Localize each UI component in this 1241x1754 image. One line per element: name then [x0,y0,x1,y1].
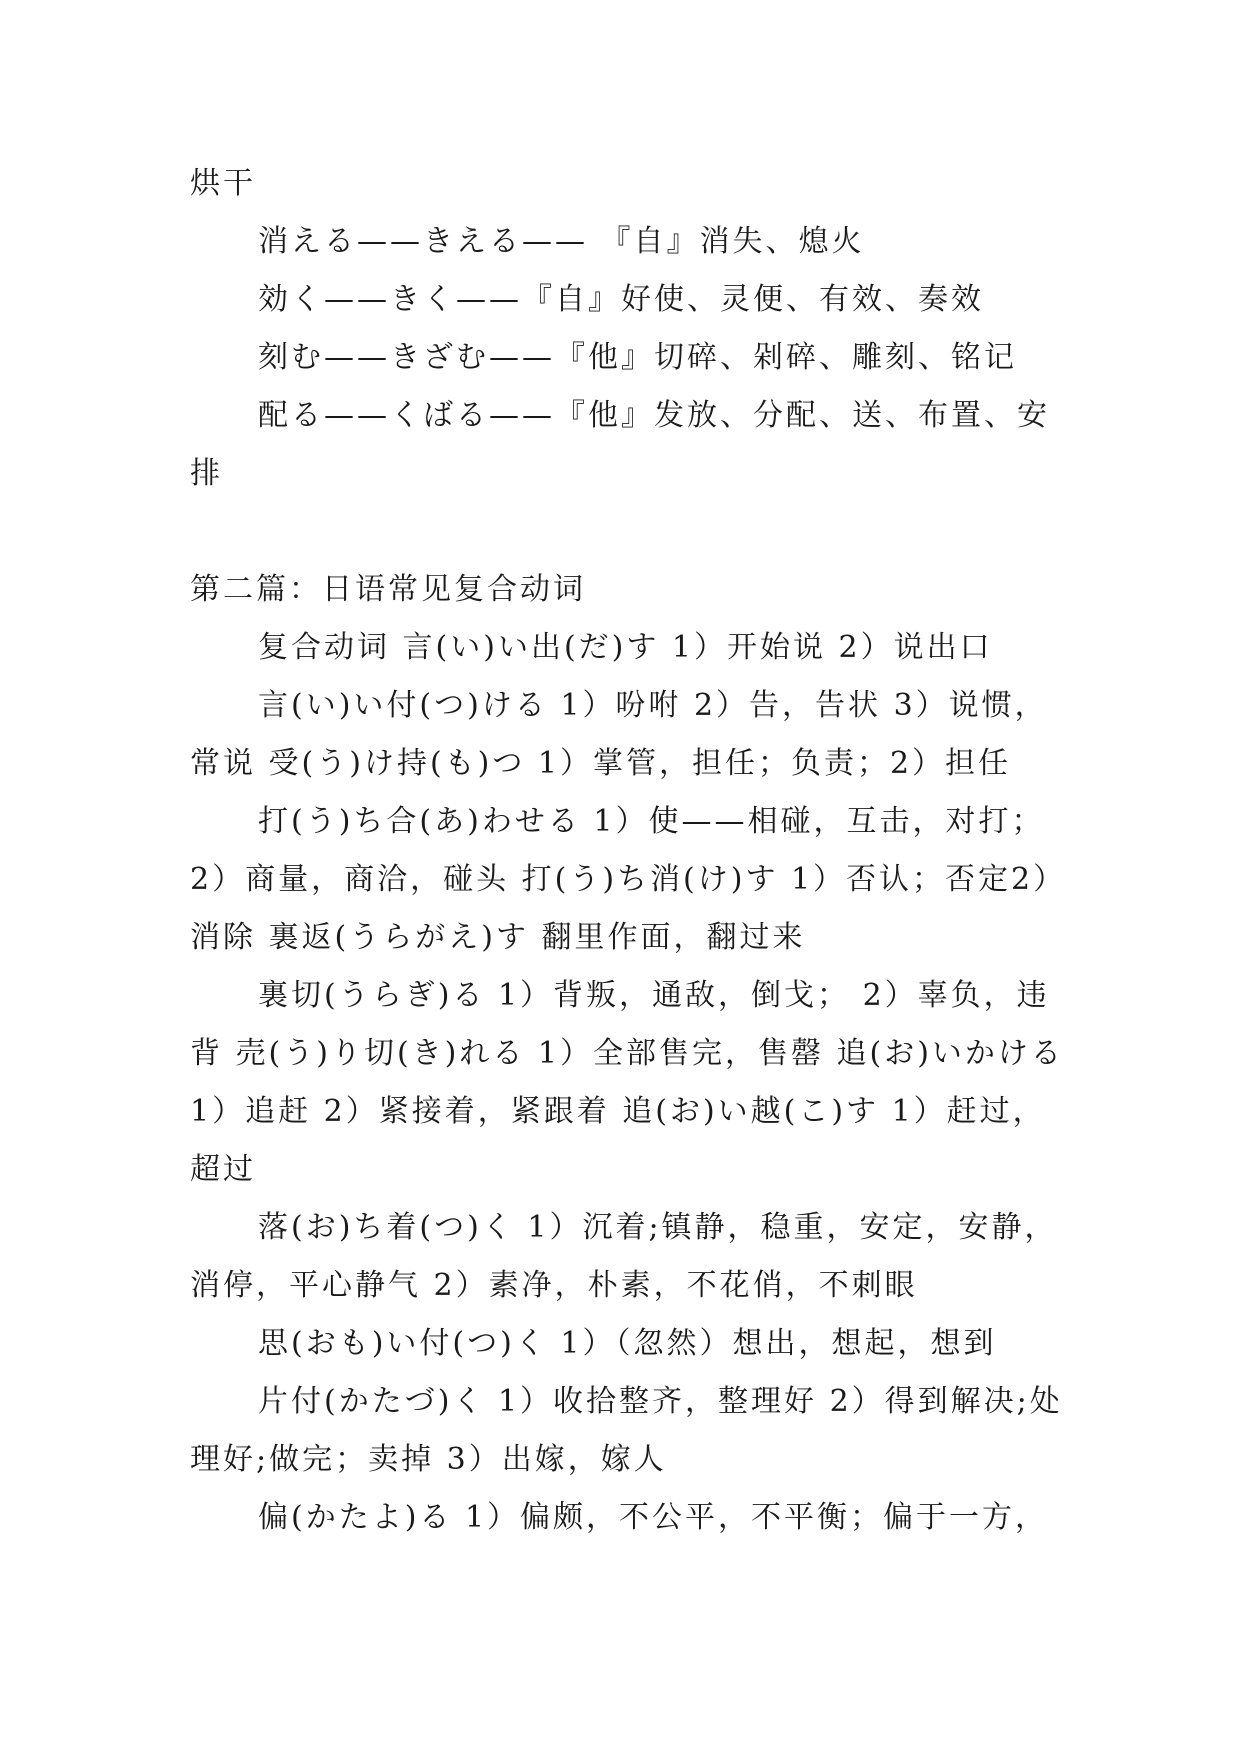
paragraph-continuation: 烘干 [190,166,256,201]
compound-verb-paragraph: 偏(かたよ)る 1）偏颇，不公平，不平衡；偏于一方， [258,1500,1049,1535]
compound-verb-paragraph: 打(う)ち合(あ)わせる 1）使——相碰，互击，对打；2）商量，商洽，碰头 打(う)ち消(け)す 1）否认；否定2）消除 裏返(うらがえ)す 翻里作面，翻过来 [190,804,1067,955]
document-body [190,155,1077,1547]
vocab-entry-kizamu: 刻む——きざむ——『他』切碎、剁碎、雕刻、铭记 [258,340,1017,375]
compound-verb-paragraph: 裏切(うらぎ)る 1）背叛，通敌，倒戈； 2）辜负，违背 売(う)り切(き)れる 1）全部售完，售罄 追(お)いかける 1）追赶 2）紧接着，紧跟着 追(お)い越(こ)す 1）赶过，超过 [190,978,1077,1187]
vocab-entry-kubaru: 配る——くばる——『他』发放、分配、送、布置、安排 [190,398,1050,491]
paragraph-spacer [190,503,1070,561]
section-heading: 第二篇：日语常见复合动词 [190,572,586,607]
compound-verb-paragraph: 片付(かたづ)く 1）收拾整齐，整理好 2）得到解决;处理好;做完；卖掉 3）出嫁，嫁人 [190,1384,1063,1477]
vocab-entry-kieru: 消える——きえる—— 『自』消失、熄火 [258,224,865,259]
compound-verb-paragraph: 复合动词 言(い)い出(だ)す 1）开始说 2）说出口 [258,630,993,665]
compound-verb-paragraph: 落(お)ち着(つ)く 1）沉着;镇静，稳重，安定，安静，消停，平心静气 2）素净，朴素，不花俏，不刺眼 [190,1210,1058,1303]
vocab-entry-kiku: 効く——きく——『自』好使、灵便、有效、奏效 [258,282,984,317]
compound-verb-paragraph: 言(い)い付(つ)ける 1）吩咐 2）告，告状 3）说惯，常说 受(う)け持(も)つ 1）掌管，担任；负责；2）担任 [190,688,1048,781]
compound-verb-paragraph: 思(おも)い付(つ)く 1）（忽然）想出，想起，想到 [258,1326,997,1361]
